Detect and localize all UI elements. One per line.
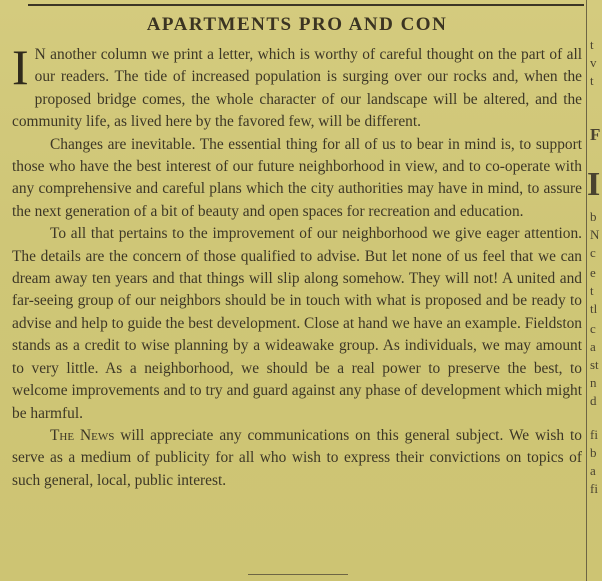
adjacent-fragment: F bbox=[590, 125, 601, 144]
adjacent-fragment: fi bbox=[590, 427, 598, 442]
article bbox=[12, 14, 582, 492]
adjacent-fragment: d bbox=[590, 393, 597, 408]
adjacent-fragment: b bbox=[590, 209, 597, 224]
adjacent-fragment: v bbox=[590, 55, 597, 70]
adjacent-fragment: tl bbox=[590, 301, 598, 316]
top-rule bbox=[28, 4, 584, 6]
adjacent-fragment: a bbox=[590, 463, 596, 478]
paper-name: The News bbox=[50, 426, 115, 444]
adjacent-fragment: c bbox=[590, 321, 596, 336]
paragraph-1-text: N another column we print a letter, which is worthy of careful thought on the part of all our readers. The tide of increased population is surging over our rocks and, when the proposed bridge comes, the whole character of our landscape will be altered, and the community life, as lived here by the favored few, will be different. bbox=[12, 46, 582, 131]
adjacent-fragment: st bbox=[590, 357, 599, 372]
adjacent-fragment: t bbox=[590, 283, 594, 298]
adjacent-fragment: c bbox=[590, 245, 596, 260]
adjacent-fragment: t bbox=[590, 37, 594, 52]
adjacent-column bbox=[587, 0, 602, 581]
article-headline: APARTMENTS PRO AND CON bbox=[146, 14, 448, 35]
paragraph-4 bbox=[12, 425, 582, 492]
adjacent-fragment: t bbox=[590, 73, 594, 88]
paragraph-4-text: will appreciate any communications on this general subject. We wish to serve as a medium of publicity for all who wish to express their convictions on topics of such general, local, public interest. bbox=[12, 426, 582, 489]
adjacent-fragment: a bbox=[590, 339, 596, 354]
adjacent-fragment: fi bbox=[590, 481, 598, 496]
bottom-rule bbox=[248, 574, 348, 575]
paragraph-2: Changes are inevitable. The essential thing for all of us to bear in mind is, to support those who have the best interest of our future neighborhood in view, and to co-operate with any comprehensive and careful plans which the city authorities may have in mind, to assure the next generation of a bit of beauty and open spaces for recreation and education. bbox=[12, 135, 582, 220]
adjacent-fragment: N bbox=[590, 227, 600, 242]
adjacent-fragment: b bbox=[590, 445, 597, 460]
paragraph-3: To all that pertains to the improvement of our neighborhood we give eager attention. The details are the concern of those qualified to advise. But let none of us feel that we can dream away ten years and that things will slip along somehow. They will not! A united and far-seeing group of our neighbors should be in touch with what is proposed and be ready to advise and help to guide the best development. Close at hand we have an example. Fieldston stands as a credit to wise planning by a wideawake group. As individuals, we may amount to very little. As a neighborhood, we should be a real power to preserve the best, to welcome improvements and to try and guard against any phase of development which might be harmful. bbox=[12, 225, 582, 422]
adjacent-fragment: n bbox=[590, 375, 597, 390]
paragraph-1 bbox=[12, 39, 582, 134]
adjacent-fragment: e bbox=[590, 265, 596, 280]
adjacent-fragment: I bbox=[587, 166, 601, 203]
drop-cap: I bbox=[12, 39, 29, 95]
